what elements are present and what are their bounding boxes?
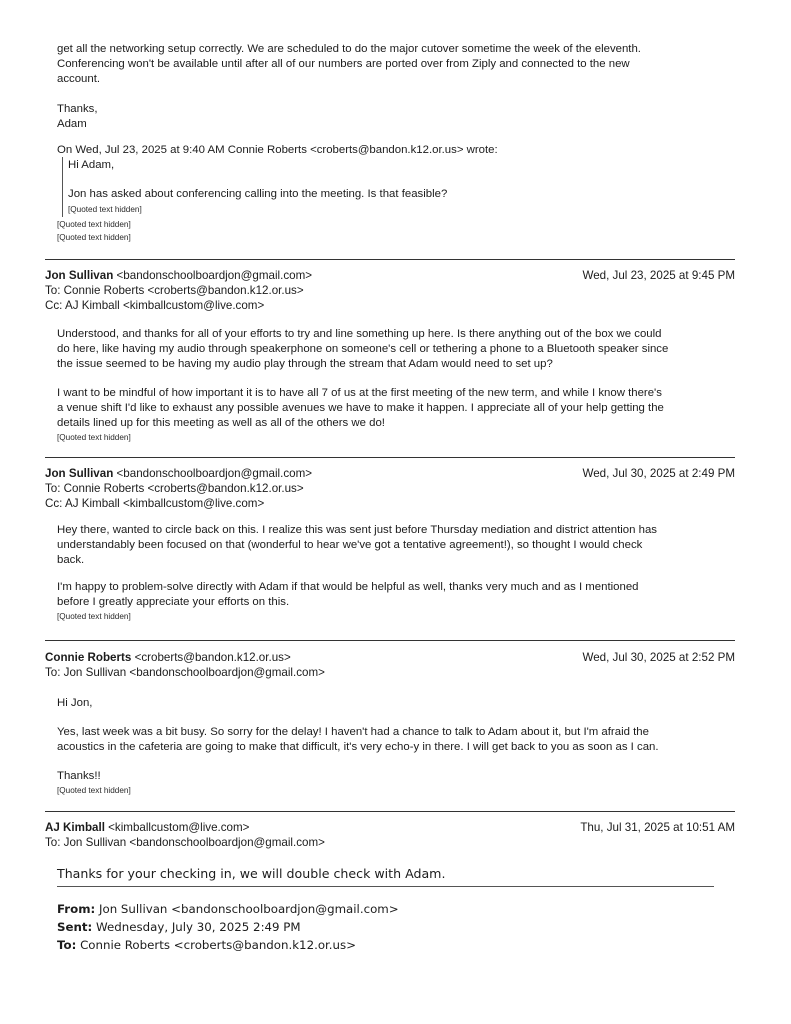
message-date: Thu, Jul 31, 2025 at 10:51 AM bbox=[580, 821, 735, 834]
text-line: Understood, and thanks for all of your efforts to try and line something up here. Is there anything out of the box we could bbox=[57, 328, 662, 340]
text-line: understandably been focused on that (wonderful to hear we've got a tentative agreement!), so thought I would check bbox=[57, 539, 643, 551]
quoted-text-hidden: [Quoted text hidden] bbox=[57, 786, 131, 795]
to-line: To: Jon Sullivan <bandonschoolboardjon@gmail.com> bbox=[45, 836, 325, 849]
message-header bbox=[45, 268, 735, 313]
sender-email: <bandonschoolboardjon@gmail.com> bbox=[116, 269, 312, 282]
quote-bar bbox=[62, 157, 63, 217]
top-message-signoff bbox=[57, 102, 98, 132]
sender-name: Jon Sullivan bbox=[45, 467, 114, 480]
reply-body: Thanks for your checking in, we will double check with Adam. bbox=[57, 866, 446, 881]
forwarded-sent: Sent: Wednesday, July 30, 2025 2:49 PM bbox=[57, 920, 301, 934]
sender-email: <kimballcustom@live.com> bbox=[108, 821, 250, 834]
message-date: Wed, Jul 30, 2025 at 2:49 PM bbox=[582, 467, 735, 480]
message-header bbox=[45, 820, 735, 850]
quoted-text-hidden: [Quoted text hidden] bbox=[57, 233, 131, 242]
text-line: Conferencing won't be available until after all of our numbers are ported over from Ziply and connected to the new bbox=[57, 58, 630, 70]
to-line: To: Connie Roberts <croberts@bandon.k12.or.us> bbox=[45, 482, 304, 495]
message-date: Wed, Jul 23, 2025 at 9:45 PM bbox=[582, 269, 735, 282]
forwarded-to: To: Connie Roberts <croberts@bandon.k12.or.us> bbox=[57, 938, 357, 952]
to-line: To: Jon Sullivan <bandonschoolboardjon@gmail.com> bbox=[45, 666, 325, 679]
text-line: do here, like having my audio through speakerphone on someone's cell or tethering a phone to a Bluetooth speaker since bbox=[57, 343, 669, 355]
text-line: account. bbox=[57, 73, 101, 85]
quoted-text-hidden: [Quoted text hidden] bbox=[57, 612, 131, 621]
to-line: To: Connie Roberts <croberts@bandon.k12.or.us> bbox=[45, 284, 304, 297]
greeting: Hi Jon, bbox=[57, 697, 93, 709]
text-line: acoustics in the cafeteria are going to make that difficult, it's very echo-y in there. I will get back to you as soon as I can. bbox=[57, 741, 659, 753]
forwarded-header bbox=[57, 900, 399, 954]
message-date: Wed, Jul 30, 2025 at 2:52 PM bbox=[582, 651, 735, 664]
quoted-text-hidden: [Quoted text hidden] bbox=[57, 220, 131, 229]
sender-email: <croberts@bandon.k12.or.us> bbox=[134, 651, 291, 664]
message-divider bbox=[45, 259, 735, 260]
text-line: Yes, last week was a bit busy. So sorry for the delay! I haven't had a chance to talk to Adam about it, but I'm afraid the bbox=[57, 726, 649, 738]
quote-greeting: Hi Adam, bbox=[68, 159, 115, 171]
message-divider bbox=[45, 811, 735, 812]
quote-body: Jon has asked about conferencing calling into the meeting. Is that feasible? bbox=[68, 188, 448, 200]
text-line: a venue shift I'd like to exhaust any possible avenues we have to make it happen. I appreciate all of your help getting the bbox=[57, 402, 664, 414]
sender-name: Connie Roberts bbox=[45, 651, 132, 664]
quoted-text bbox=[68, 158, 447, 216]
text-line: I'm happy to problem-solve directly with Adam if that would be helpful as well, thanks very much and as I mentioned bbox=[57, 581, 639, 593]
message-header bbox=[45, 650, 735, 680]
hidden-quotes bbox=[57, 218, 131, 244]
text-line: back. bbox=[57, 554, 85, 566]
forward-divider bbox=[57, 886, 714, 887]
closing: Thanks!! bbox=[57, 770, 101, 782]
message-divider bbox=[45, 640, 735, 641]
sender-name: Jon Sullivan bbox=[45, 269, 114, 282]
sender-name: AJ Kimball bbox=[45, 821, 105, 834]
text-line: before I greatly appreciate your efforts on this. bbox=[57, 596, 290, 608]
cc-line: Cc: AJ Kimball <kimballcustom@live.com> bbox=[45, 497, 265, 510]
message-header bbox=[45, 466, 735, 511]
text-line: details lined up for this meeting as well as all of the others we do! bbox=[57, 417, 385, 429]
closing: Thanks, bbox=[57, 103, 98, 115]
text-line: Hey there, wanted to circle back on this. I realize this was sent just before Thursday mediation and district attention has bbox=[57, 524, 658, 536]
text-line: get all the networking setup correctly. We are scheduled to do the major cutover sometime the week of the eleventh. bbox=[57, 43, 641, 55]
sender-email: <bandonschoolboardjon@gmail.com> bbox=[116, 467, 312, 480]
cc-line: Cc: AJ Kimball <kimballcustom@live.com> bbox=[45, 299, 265, 312]
message-body bbox=[57, 327, 727, 444]
quoted-text-hidden: [Quoted text hidden] bbox=[57, 433, 131, 442]
quoted-text-hidden: [Quoted text hidden] bbox=[68, 205, 142, 214]
signature: Adam bbox=[57, 118, 87, 130]
text-line: the issue seemed to be having my audio play through the stream that Adam would need to set up? bbox=[57, 358, 553, 370]
message-divider bbox=[45, 457, 735, 458]
message-body bbox=[57, 523, 727, 623]
text-line: I want to be mindful of how important it is to have all 7 of us at the first meeting of the new term, and while I know there's bbox=[57, 387, 662, 399]
top-message-body bbox=[57, 42, 737, 87]
forwarded-from: From: Jon Sullivan <bandonschoolboardjon@gmail.com> bbox=[57, 902, 399, 916]
message-body bbox=[57, 696, 727, 797]
quote-header: On Wed, Jul 23, 2025 at 9:40 AM Connie Roberts <croberts@bandon.k12.or.us> wrote: bbox=[57, 144, 498, 156]
